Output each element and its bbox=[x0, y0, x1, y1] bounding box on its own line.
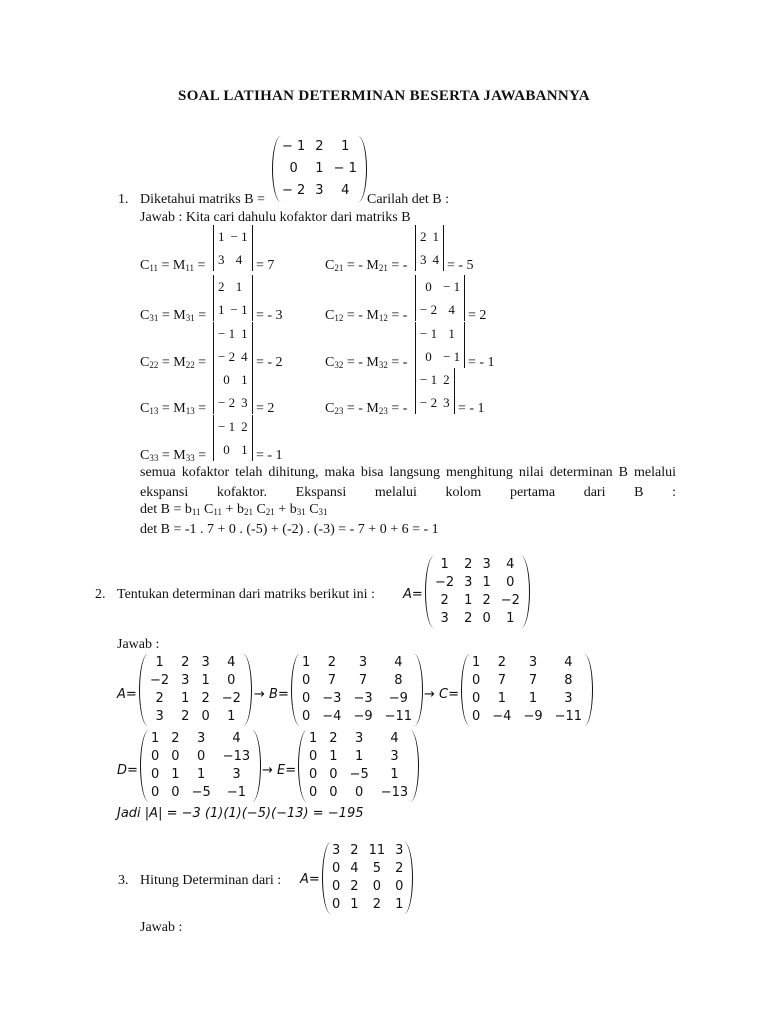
step-a-matrix bbox=[139, 654, 252, 726]
matrix-cell: 3 bbox=[464, 575, 473, 590]
matrix-cell: −9 bbox=[388, 691, 408, 706]
matrix-cell: 4 bbox=[394, 655, 403, 670]
matrix-table bbox=[417, 368, 453, 414]
matrix-cell: 1 bbox=[171, 767, 180, 782]
matrix-cell: 2 bbox=[482, 593, 491, 608]
matrix-cell: 1 bbox=[329, 749, 338, 764]
matrix-cell: 0 bbox=[506, 575, 515, 590]
matrix-cell: 3 bbox=[241, 395, 248, 410]
cofactor-c12-value: = 2 bbox=[468, 308, 487, 323]
matrix-cell: − 1 bbox=[218, 326, 236, 341]
cofactor-c23-label: $C_{23}$ = - $M_{23}$ = - bbox=[325, 401, 408, 416]
matrix-cell: 1 bbox=[355, 749, 364, 764]
matrix-table bbox=[277, 136, 362, 202]
matrix-cell: 2 bbox=[372, 897, 381, 912]
matrix-cell: − 1 bbox=[333, 161, 357, 176]
q2-prompt: Tentukan determinan dari matriks berikut ini : bbox=[117, 587, 375, 602]
q2-answer-label: Jawab : bbox=[117, 637, 160, 652]
matrix-row bbox=[144, 672, 247, 690]
q1-paragraph: semua kofaktor telah dihitung, maka bisa langsung menghitung nilai determinan B melalui ekspansi kofaktor. Ekspansi melalui kolom pertama dari B : bbox=[140, 465, 676, 500]
matrix-cell: 1 bbox=[440, 557, 449, 572]
matrix-cell: 0 bbox=[201, 709, 210, 724]
matrix-cell: 1 bbox=[309, 731, 318, 746]
matrix-row bbox=[215, 275, 251, 298]
matrix-cell: 2 bbox=[155, 691, 164, 706]
q1-prompt-end: Carilah det B : bbox=[367, 192, 450, 207]
matrix-cell: −13 bbox=[380, 785, 409, 800]
matrix-table bbox=[296, 654, 418, 726]
cofactor-c31-value: = - 3 bbox=[256, 308, 283, 323]
matrix-row bbox=[466, 672, 588, 690]
matrix-cell: 1 bbox=[197, 767, 206, 782]
matrix-table bbox=[215, 225, 251, 271]
matrix-cell: 4 bbox=[564, 655, 573, 670]
matrix-cell: 0 bbox=[355, 785, 364, 800]
matrix-cell: 0 bbox=[223, 372, 230, 387]
matrix-table bbox=[215, 275, 251, 321]
matrix-cell: 4 bbox=[241, 349, 248, 364]
matrix-cell: 0 bbox=[329, 785, 338, 800]
matrix-row bbox=[303, 730, 414, 748]
matrix-cell: 0 bbox=[472, 709, 481, 724]
matrix-cell: 3 bbox=[358, 655, 368, 670]
matrix-cell: 2 bbox=[440, 593, 449, 608]
matrix-row bbox=[296, 690, 418, 708]
matrix-cell: − 1 bbox=[420, 326, 438, 341]
cofactor-c12-label: $C_{12}$ = - $M_{12}$ = - bbox=[325, 308, 408, 323]
q2-matrix-a bbox=[425, 556, 530, 628]
matrix-cell: 0 bbox=[332, 879, 341, 894]
matrix-table bbox=[215, 368, 251, 414]
matrix-cell: 2 bbox=[464, 557, 473, 572]
matrix-row bbox=[296, 654, 418, 672]
matrix-cell: 0 bbox=[472, 673, 481, 688]
matrix-cell: 0 bbox=[425, 349, 432, 364]
matrix-cell: 3 bbox=[232, 767, 241, 782]
matrix-table bbox=[430, 556, 525, 628]
matrix-cell: 0 bbox=[197, 749, 206, 764]
matrix-cell: − 2 bbox=[218, 395, 236, 410]
matrix-cell: 3 bbox=[155, 709, 164, 724]
matrix-cell: 1 bbox=[201, 673, 210, 688]
matrix-cell: 0 bbox=[171, 749, 180, 764]
matrix-row bbox=[277, 136, 362, 158]
matrix-cell: 2 bbox=[420, 229, 427, 244]
matrix-cell: 2 bbox=[218, 279, 225, 294]
matrix-cell: 3 bbox=[218, 252, 225, 267]
matrix-row bbox=[144, 654, 247, 672]
matrix-cell: 0 bbox=[151, 749, 160, 764]
matrix-cell: 0 bbox=[332, 861, 341, 876]
matrix-cell: 1 bbox=[218, 302, 225, 317]
step-b-matrix bbox=[291, 654, 423, 726]
matrix-table bbox=[466, 654, 588, 726]
cofactor-c13-label: $C_{13} = M_{13}$ = bbox=[140, 401, 207, 416]
matrix-cell: −4 bbox=[322, 709, 342, 724]
q1-prompt: Diketahui matriks B = bbox=[140, 192, 265, 207]
matrix-cell: 3 bbox=[528, 655, 538, 670]
matrix-cell: −3 bbox=[353, 691, 373, 706]
matrix-row bbox=[303, 748, 414, 766]
q2-label-a: A= bbox=[403, 587, 423, 602]
step-b-label: → B= bbox=[254, 687, 289, 702]
matrix-cell: 4 bbox=[448, 302, 455, 317]
cofactor-c22-label: $C_{22} = M_{22}$ = bbox=[140, 355, 207, 370]
matrix-row bbox=[215, 415, 251, 438]
cofactor-c12-determinant bbox=[415, 275, 465, 321]
matrix-row bbox=[466, 690, 588, 708]
matrix-cell: 7 bbox=[528, 673, 538, 688]
step-d-matrix bbox=[140, 730, 261, 802]
matrix-cell: 1 bbox=[448, 326, 455, 341]
matrix-cell: 0 bbox=[309, 767, 318, 782]
matrix-cell: 7 bbox=[327, 673, 336, 688]
matrix-row bbox=[417, 225, 442, 248]
matrix-cell: − 1 bbox=[420, 372, 438, 387]
matrix-cell: 1 bbox=[155, 655, 164, 670]
matrix-table bbox=[215, 322, 251, 368]
matrix-cell: 1 bbox=[341, 139, 350, 154]
cofactor-c32-value: = - 1 bbox=[468, 355, 495, 370]
matrix-cell: 4 bbox=[506, 557, 515, 572]
q3-prompt: Hitung Determinan dari : bbox=[140, 873, 282, 888]
matrix-row bbox=[417, 322, 463, 345]
cofactor-c21-determinant bbox=[415, 225, 444, 271]
step-d-label: D= bbox=[117, 763, 138, 778]
matrix-cell: 2 bbox=[181, 655, 190, 670]
matrix-cell: 0 bbox=[227, 673, 236, 688]
matrix-table bbox=[327, 842, 408, 914]
matrix-cell: 0 bbox=[472, 691, 481, 706]
matrix-cell: 1 bbox=[218, 229, 225, 244]
matrix-cell: 1 bbox=[241, 372, 248, 387]
matrix-cell: − 2 bbox=[282, 183, 306, 198]
matrix-cell: − 1 bbox=[230, 229, 248, 244]
matrix-cell: 3 bbox=[181, 673, 190, 688]
matrix-row bbox=[215, 345, 251, 368]
step-e-label: → E= bbox=[262, 763, 297, 778]
matrix-row bbox=[144, 708, 247, 726]
matrix-cell: 1 bbox=[497, 691, 506, 706]
matrix-cell: −11 bbox=[384, 709, 413, 724]
matrix-row bbox=[466, 708, 588, 726]
matrix-cell: 3 bbox=[564, 691, 573, 706]
matrix-cell: −5 bbox=[191, 785, 211, 800]
matrix-cell: −13 bbox=[222, 749, 251, 764]
cofactor-c22-value: = - 2 bbox=[256, 355, 283, 370]
matrix-row bbox=[145, 766, 256, 784]
matrix-cell: 1 bbox=[350, 897, 359, 912]
matrix-cell: 1 bbox=[315, 161, 324, 176]
matrix-cell: 2 bbox=[350, 843, 359, 858]
matrix-cell: 3 bbox=[390, 749, 399, 764]
cofactor-c32-label: $C_{32}$ = - $M_{32}$ = - bbox=[325, 355, 408, 370]
matrix-row bbox=[215, 298, 251, 321]
matrix-cell: 1 bbox=[181, 691, 190, 706]
cofactor-c33-determinant bbox=[213, 415, 253, 461]
matrix-cell: 0 bbox=[482, 611, 491, 626]
matrix-cell: 7 bbox=[497, 673, 506, 688]
cofactor-c31-label: $C_{31} = M_{31}$ = bbox=[140, 308, 207, 323]
matrix-cell: 2 bbox=[464, 611, 473, 626]
matrix-cell: 0 bbox=[302, 709, 311, 724]
matrix-row bbox=[430, 556, 525, 574]
q3-answer-label: Jawab : bbox=[140, 920, 183, 935]
matrix-cell: 2 bbox=[201, 691, 210, 706]
matrix-cell: 1 bbox=[528, 691, 538, 706]
q1-formula: $\det B = b_{11}$ $C_{11} + b_{21}$ $C_{21} + b_{31}$ $C_{31}$ bbox=[140, 502, 328, 517]
matrix-row bbox=[145, 748, 256, 766]
matrix-row bbox=[277, 158, 362, 180]
matrix-row bbox=[215, 391, 251, 414]
matrix-cell: 4 bbox=[432, 252, 439, 267]
matrix-cell: 0 bbox=[151, 767, 160, 782]
step-a-label: A= bbox=[117, 687, 137, 702]
matrix-cell: 1 bbox=[235, 279, 243, 294]
matrix-cell: 4 bbox=[341, 183, 350, 198]
matrix-cell: 3 bbox=[355, 731, 364, 746]
matrix-row bbox=[417, 345, 463, 368]
q3-number: 3. bbox=[118, 873, 129, 888]
matrix-row bbox=[430, 610, 525, 628]
matrix-cell: 3 bbox=[440, 611, 449, 626]
matrix-row bbox=[215, 248, 251, 271]
matrix-cell: −1 bbox=[226, 785, 247, 800]
matrix-row bbox=[296, 672, 418, 690]
matrix-row bbox=[430, 592, 525, 610]
cofactor-c23-value: = - 1 bbox=[458, 401, 485, 416]
matrix-row bbox=[215, 225, 251, 248]
matrix-cell: 1 bbox=[151, 731, 160, 746]
matrix-row bbox=[215, 438, 251, 461]
matrix-cell: 1 bbox=[464, 593, 473, 608]
q1-number: 1. bbox=[118, 192, 129, 207]
matrix-cell: − 1 bbox=[282, 139, 306, 154]
q1-result: det B = -1 . 7 + 0 . (-5) + (-2) . (-3) = - 7 + 0 + 6 = - 1 bbox=[140, 522, 439, 537]
matrix-cell: 4 bbox=[232, 731, 241, 746]
matrix-cell: −2 bbox=[435, 575, 455, 590]
matrix-row bbox=[417, 298, 463, 321]
matrix-cell: 1 bbox=[390, 767, 399, 782]
matrix-cell: −2 bbox=[500, 593, 520, 608]
matrix-cell: 2 bbox=[443, 372, 450, 387]
matrix-cell: 3 bbox=[443, 395, 450, 410]
cofactor-c31-determinant bbox=[213, 275, 253, 321]
matrix-cell: −5 bbox=[349, 767, 369, 782]
cofactor-c33-value: = - 1 bbox=[256, 448, 283, 463]
matrix-cell: 1 bbox=[241, 442, 248, 457]
page-title: SOAL LATIHAN DETERMINAN BESERTA JAWABANNYA bbox=[178, 88, 590, 104]
matrix-cell: 0 bbox=[302, 691, 311, 706]
matrix-row bbox=[417, 248, 442, 271]
matrix-cell: 0 bbox=[302, 673, 311, 688]
matrix-cell: − 2 bbox=[218, 349, 236, 364]
q1-matrix-b bbox=[272, 136, 367, 202]
matrix-row bbox=[303, 766, 414, 784]
matrix-row bbox=[145, 730, 256, 748]
matrix-table bbox=[417, 225, 442, 271]
cofactor-c11-label: $C_{11} = M_{11}$ = bbox=[140, 258, 206, 273]
matrix-cell: − 2 bbox=[420, 302, 438, 317]
step-c-label: → C= bbox=[424, 687, 459, 702]
matrix-row bbox=[327, 878, 408, 896]
matrix-row bbox=[215, 322, 251, 345]
matrix-cell: 0 bbox=[151, 785, 160, 800]
matrix-cell: 1 bbox=[506, 611, 515, 626]
matrix-cell: 1 bbox=[227, 709, 236, 724]
matrix-row bbox=[296, 708, 418, 726]
matrix-cell: 1 bbox=[432, 229, 439, 244]
matrix-cell: 7 bbox=[358, 673, 368, 688]
q2-number: 2. bbox=[95, 587, 106, 602]
cofactor-c13-determinant bbox=[213, 368, 253, 414]
matrix-cell: 0 bbox=[171, 785, 180, 800]
matrix-cell: − 2 bbox=[420, 395, 438, 410]
matrix-table bbox=[417, 322, 463, 368]
matrix-row bbox=[215, 368, 251, 391]
matrix-cell: − 1 bbox=[443, 279, 461, 294]
matrix-cell: 0 bbox=[223, 442, 230, 457]
cofactor-c32-determinant bbox=[415, 322, 465, 368]
matrix-cell: 11 bbox=[368, 843, 386, 858]
matrix-row bbox=[430, 574, 525, 592]
matrix-row bbox=[277, 180, 362, 202]
matrix-cell: 2 bbox=[329, 731, 338, 746]
matrix-cell: 3 bbox=[201, 655, 210, 670]
matrix-row bbox=[417, 368, 453, 391]
matrix-cell: 1 bbox=[302, 655, 311, 670]
matrix-row bbox=[145, 784, 256, 802]
matrix-cell: 8 bbox=[564, 673, 573, 688]
matrix-cell: 4 bbox=[227, 655, 236, 670]
cofactor-c23-determinant bbox=[415, 368, 455, 414]
matrix-table bbox=[215, 415, 251, 461]
matrix-cell: 3 bbox=[482, 557, 491, 572]
matrix-cell: 0 bbox=[329, 767, 338, 782]
matrix-cell: 4 bbox=[390, 731, 399, 746]
matrix-cell: 2 bbox=[171, 731, 180, 746]
matrix-cell: 3 bbox=[197, 731, 206, 746]
q1-answer-intro: Jawab : Kita cari dahulu kofaktor dari matriks B bbox=[140, 210, 411, 225]
matrix-cell: 0 bbox=[289, 161, 298, 176]
matrix-cell: 0 bbox=[395, 879, 404, 894]
matrix-cell: −11 bbox=[554, 709, 583, 724]
matrix-cell: 2 bbox=[181, 709, 190, 724]
matrix-cell: 0 bbox=[309, 785, 318, 800]
matrix-cell: 1 bbox=[482, 575, 491, 590]
step-c-matrix bbox=[461, 654, 593, 726]
matrix-cell: 4 bbox=[350, 861, 359, 876]
matrix-cell: 2 bbox=[395, 861, 404, 876]
matrix-cell: 3 bbox=[332, 843, 341, 858]
matrix-cell: 0 bbox=[425, 279, 432, 294]
cofactor-c21-label: $C_{21}$ = - $M_{21}$ = - bbox=[325, 258, 408, 273]
step-e-matrix bbox=[298, 730, 419, 802]
matrix-cell: −9 bbox=[523, 709, 543, 724]
matrix-cell: 0 bbox=[372, 879, 381, 894]
matrix-row bbox=[327, 842, 408, 860]
cofactor-c13-value: = 2 bbox=[256, 401, 275, 416]
matrix-row bbox=[417, 391, 453, 414]
matrix-cell: −4 bbox=[492, 709, 512, 724]
matrix-cell: 3 bbox=[420, 252, 427, 267]
q3-label-a: A= bbox=[300, 872, 320, 887]
matrix-cell: 2 bbox=[350, 879, 359, 894]
matrix-cell: − 1 bbox=[218, 419, 236, 434]
cofactor-c11-determinant bbox=[213, 225, 253, 271]
matrix-cell: −9 bbox=[353, 709, 373, 724]
matrix-cell: 0 bbox=[332, 897, 341, 912]
matrix-row bbox=[327, 860, 408, 878]
matrix-row bbox=[417, 275, 463, 298]
matrix-cell: 0 bbox=[309, 749, 318, 764]
matrix-table bbox=[417, 275, 463, 321]
matrix-cell: −2 bbox=[150, 673, 170, 688]
matrix-table bbox=[145, 730, 256, 802]
matrix-cell: − 1 bbox=[443, 349, 461, 364]
matrix-row bbox=[303, 784, 414, 802]
matrix-cell: 1 bbox=[472, 655, 481, 670]
cofactor-c22-determinant bbox=[213, 322, 253, 368]
cofactor-c33-label: $C_{33} = M_{33}$ = bbox=[140, 448, 207, 463]
matrix-table bbox=[144, 654, 247, 726]
matrix-row bbox=[466, 654, 588, 672]
cofactor-c11-value: = 7 bbox=[256, 258, 275, 273]
matrix-row bbox=[327, 896, 408, 914]
matrix-cell: 4 bbox=[235, 252, 243, 267]
matrix-cell: 2 bbox=[327, 655, 336, 670]
matrix-cell: −3 bbox=[322, 691, 342, 706]
matrix-cell: 2 bbox=[241, 419, 248, 434]
matrix-row bbox=[144, 690, 247, 708]
matrix-cell: −2 bbox=[221, 691, 241, 706]
cofactor-c21-value: = - 5 bbox=[447, 258, 474, 273]
matrix-cell: 1 bbox=[241, 326, 248, 341]
matrix-cell: 2 bbox=[497, 655, 506, 670]
q3-matrix-a bbox=[322, 842, 413, 914]
matrix-cell: − 1 bbox=[230, 302, 248, 317]
matrix-cell: 1 bbox=[395, 897, 404, 912]
matrix-table bbox=[303, 730, 414, 802]
matrix-cell: 3 bbox=[315, 183, 324, 198]
matrix-cell: 8 bbox=[394, 673, 403, 688]
matrix-cell: 5 bbox=[372, 861, 381, 876]
matrix-cell: 3 bbox=[395, 843, 404, 858]
q2-conclusion: Jadi |A| = −3 (1)(1)(−5)(−13) = −195 bbox=[117, 806, 364, 821]
matrix-cell: 2 bbox=[315, 139, 324, 154]
